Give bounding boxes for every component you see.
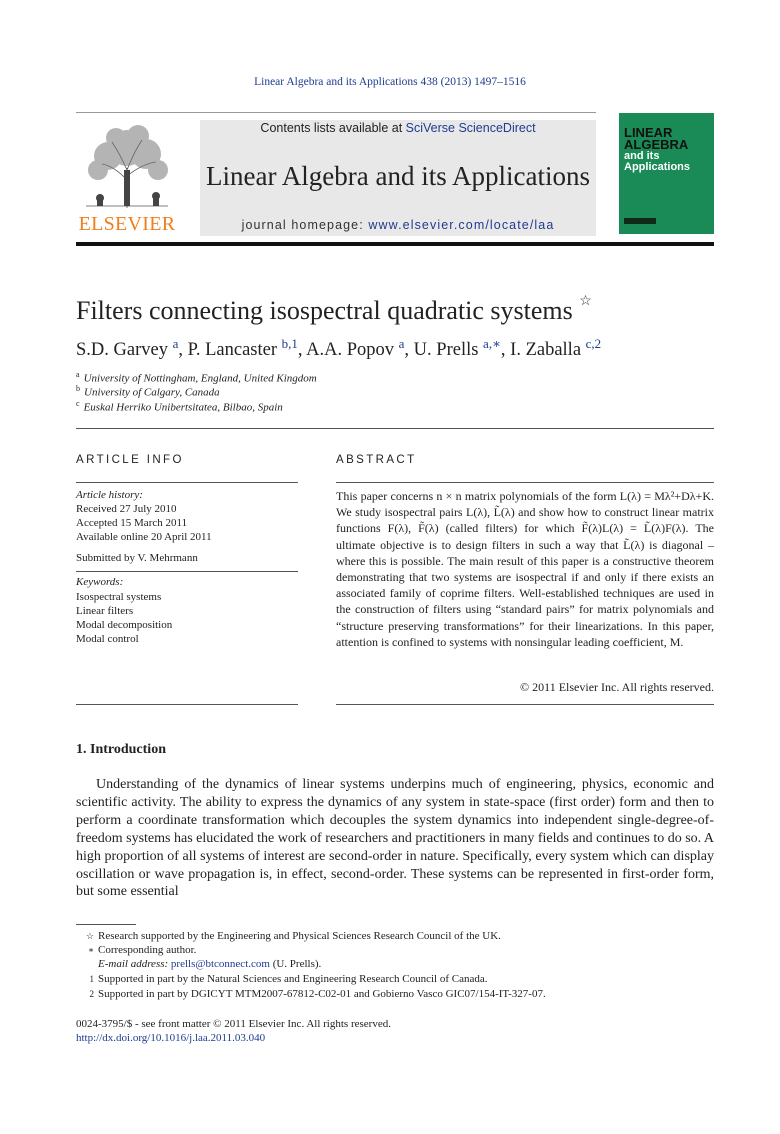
online-date: Available online 20 April 2011: [76, 531, 212, 543]
info-rule: [76, 482, 298, 483]
contents-available-line: Contents lists available at SciVerse ScienceDirect: [260, 121, 536, 135]
footnote-star: ☆ Research supported by the Engineering and Physical Sciences Research Council of the UK.: [85, 930, 501, 942]
elsevier-tree-logo: [76, 120, 178, 210]
introduction-heading: 1. Introduction: [76, 742, 166, 757]
author-name: S.D. Garvey: [76, 340, 168, 361]
abstract-rule: [336, 482, 714, 483]
footnote-rule: [76, 924, 136, 925]
article-history-label: Article history:: [76, 489, 143, 501]
abstract-text: This paper concerns n × n matrix polynomials of the form L(λ) = Mλ²+Dλ+K. We study isospectral pairs L(λ), L̃(λ) and show how to construct linear matrix functions F(λ), F̃(λ) (called filters) for which F̃(λ)L(λ) = L̃(λ)F(λ). The ultimate objective is to design filters in such a way that L̃(λ) is diagonal – where this is possible. The main result of this paper is a constructive theorem demonstrating that two systems are isospectral if and only if there exists an associated family of coprime filters. Well-established techniques are used in the construction of filters using “standard pairs” for matrix polynomials and “structure preserving transformations” for their linearizations. In this paper, attention is confined to systems with nonsingular leading coefficient, M.: [336, 489, 714, 649]
abstract-heading: ABSTRACT: [336, 454, 417, 466]
abstract-rule: [336, 704, 714, 705]
journal-homepage-link[interactable]: www.elsevier.com/locate/laa: [368, 218, 555, 232]
author-name: I. Zaballa: [510, 340, 582, 361]
submitted-by: Submitted by V. Mehrmann: [76, 552, 198, 564]
header-thick-rule: [76, 242, 714, 246]
journal-homepage-line: journal homepage: www.elsevier.com/locate/laa: [241, 218, 555, 232]
journal-reference[interactable]: Linear Algebra and its Applications 438 (2013) 1497–1516: [254, 76, 526, 88]
keyword: Linear filters: [76, 605, 134, 617]
info-rule: [76, 704, 298, 705]
email-link[interactable]: prells@btconnect.com: [170, 958, 270, 970]
affiliation: $^b$ University of Calgary, Canada: [76, 384, 220, 399]
title-footnote-mark[interactable]: ☆: [579, 294, 592, 310]
author-name: U. Prells: [413, 340, 479, 361]
footnote-email: E-mail address: prells@btconnect.com (U. Prells).: [98, 958, 322, 970]
accepted-date: Accepted 15 March 2011: [76, 517, 188, 529]
keyword: Modal decomposition: [76, 619, 173, 631]
doi-link[interactable]: http://dx.doi.org/10.1016/j.laa.2011.03.040: [76, 1032, 266, 1044]
keyword: Modal control: [76, 633, 139, 645]
journal-cover-title: LINEAR ALGEBRA and its Applications: [624, 125, 691, 173]
cover-logo-strip: [624, 218, 656, 224]
keywords-label: Keywords:: [76, 576, 124, 588]
introduction-text: Understanding of the dynamics of linear systems underpins much of engineering, physics, economic and scientific activity. The ability to express the dynamics of any system in state-space (first order) form and then to perform a coordinate transformation which decouples the system dynamics into independent single-degree-of-freedom systems has elucidated the work of researchers and practitioners in many fields and continues to do so. A high proportion of all systems of interest are second-order in nature. Specifically, every system which can display oscillation or wave propagation is, in effect, second-order. These systems can be represented in first-order form, but some essential: [76, 777, 714, 900]
footnote-2: 2 Supported in part by DGICYT MTM2007-67812-C02-01 and Gobierno Vasco GIC07/154-IT-327-07.: [89, 988, 546, 1000]
author-name: P. Lancaster: [187, 340, 278, 361]
affiliation: $^a$ University of Nottingham, England, United Kingdom: [76, 370, 317, 385]
author-name: A.A. Popov: [306, 340, 395, 361]
received-date: Received 27 July 2010: [76, 503, 177, 515]
section-rule: [76, 428, 714, 429]
author-list: S.D. Garvey $^a$, P. Lancaster $^{b,1}$, A.A. Popov $^a$, U. Prells $^{a,∗}$, I. Zaballa $^{c,2}$: [76, 336, 602, 361]
info-rule: [76, 571, 298, 572]
article-info-heading: ARTICLE INFO: [76, 454, 184, 466]
paper-title: Filters connecting isospectral quadratic systems ☆: [76, 294, 592, 325]
elsevier-wordmark: ELSEVIER: [78, 213, 176, 235]
affiliation: $^c$ Euskal Herriko Unibertsitatea, Bilbao, Spain: [76, 399, 283, 414]
footnote-1: 1 Supported in part by the Natural Sciences and Engineering Research Council of Canada.: [89, 973, 488, 985]
header-top-rule: [76, 112, 596, 113]
journal-title: Linear Algebra and its Applications: [206, 161, 590, 191]
copyright-notice: © 2011 Elsevier Inc. All rights reserved.: [520, 680, 714, 694]
footnote-corresponding: ∗ Corresponding author.: [87, 944, 197, 956]
sciencedirect-link[interactable]: SciVerse ScienceDirect: [405, 121, 536, 135]
issn-line: 0024-3795/$ - see front matter © 2011 Elsevier Inc. All rights reserved.: [76, 1018, 391, 1030]
keyword: Isospectral systems: [76, 591, 162, 603]
